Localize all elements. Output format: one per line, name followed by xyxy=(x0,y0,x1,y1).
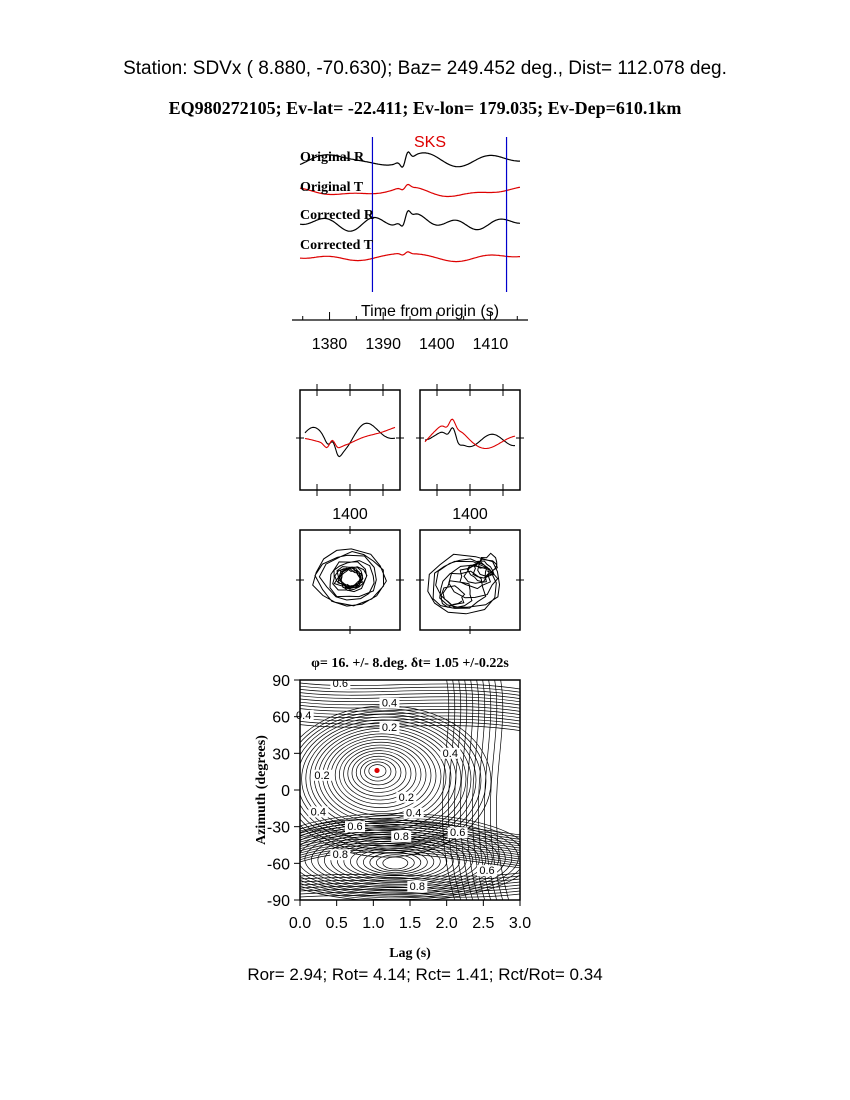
window-panel-ticks xyxy=(296,384,524,496)
particle-motion-traces xyxy=(313,549,500,614)
contour-line xyxy=(383,857,408,869)
series-label-original-r: Original R xyxy=(300,150,365,165)
contour-line xyxy=(300,702,520,708)
time-axis-tick-label: 1380 xyxy=(311,336,348,353)
lag-axis-tick-label: 0.5 xyxy=(325,915,348,932)
time-axis-label: Time from origin (s) xyxy=(360,303,500,320)
contour-label: 0.2 xyxy=(398,791,414,804)
azimuth-axis-label: Azimuth (degrees) xyxy=(254,735,269,845)
contour-label: 0.8 xyxy=(332,849,348,862)
window-panel-original-tick-label: 1400 xyxy=(332,506,368,523)
contour-line xyxy=(300,693,520,699)
window-waveform-traces xyxy=(305,419,515,456)
contour-line xyxy=(300,696,520,702)
window-waveform-panels xyxy=(296,384,524,523)
contour-line xyxy=(300,699,520,705)
contour-label: 0.4 xyxy=(381,697,398,710)
particle-motion-trace xyxy=(313,549,387,606)
contour-line xyxy=(370,852,421,872)
contour-label: 0.6 xyxy=(332,678,348,691)
contour-label: 0.6 xyxy=(347,821,363,834)
energy-ratio-line: Ror= 2.94; Rot= 4.14; Rct= 1.41; Rct/Rot= 0.34 xyxy=(247,965,603,984)
best-fit-point xyxy=(374,768,379,773)
contour-label: 0.6 xyxy=(479,865,495,878)
contour-label: 0.4 xyxy=(406,807,422,820)
azimuth-axis-tick-label: -60 xyxy=(266,856,290,874)
lag-axis-label: Lag (s) xyxy=(389,946,431,961)
azimuth-axis-tick-label: 60 xyxy=(272,709,290,727)
window-trace-radial xyxy=(425,428,515,447)
contour-title: φ= 16. +/- 8.deg. δt= 1.05 +/-0.22s xyxy=(311,656,509,671)
particle-motion-corrected-frame xyxy=(420,530,520,630)
contour-label: 0.6 xyxy=(450,827,466,840)
lag-axis-tick-label: 2.5 xyxy=(472,915,495,932)
contour-label: 0.4 xyxy=(296,709,312,722)
time-axis-tick-label: 1410 xyxy=(472,336,509,353)
lag-axis-tick-label: 2.0 xyxy=(435,915,458,932)
lag-axis-tick-label: 1.0 xyxy=(362,915,385,932)
azimuth-axis-tick-label: -30 xyxy=(266,819,290,837)
window-panel-original-frame xyxy=(300,390,400,490)
contour-label: 0.4 xyxy=(310,806,326,819)
contour-line xyxy=(300,689,520,695)
contour-label: 0.2 xyxy=(381,722,398,735)
contour-label: 0.8 xyxy=(409,881,425,893)
particle-motion-original-frame xyxy=(300,530,400,630)
window-panel-corrected-tick-label: 1400 xyxy=(452,506,488,523)
contour-label: 0.4 xyxy=(442,747,458,760)
series-label-original-t: Original T xyxy=(300,180,364,195)
series-label-corrected-t: Corrected T xyxy=(300,238,373,253)
particle-motion-trace xyxy=(428,553,500,614)
azimuth-axis-tick-label: -90 xyxy=(266,893,290,910)
waveform-trace xyxy=(300,252,520,262)
particle-motion-panels xyxy=(296,526,524,634)
lag-axis-tick-label: 0.0 xyxy=(288,915,312,932)
station-info-line: Station: SDVx ( 8.880, -70.630); Baz= 249.452 deg., Dist= 112.078 deg. xyxy=(123,58,727,79)
phase-label: SKS xyxy=(414,134,447,151)
window-trace-transverse xyxy=(305,427,395,447)
azimuth-axis-tick-label: 0 xyxy=(281,783,290,800)
contour-line xyxy=(314,728,451,826)
contour-line xyxy=(327,737,436,816)
contour-line xyxy=(348,751,411,797)
waveform-panel xyxy=(292,134,528,353)
azimuth-axis-tick-label: 90 xyxy=(272,673,290,690)
series-label-corrected-r: Corrected R xyxy=(300,208,374,223)
time-axis-tick-label: 1400 xyxy=(419,336,455,353)
time-axis-tick-label: 1390 xyxy=(365,336,401,353)
contour-label: 0.8 xyxy=(393,830,409,843)
window-trace-radial xyxy=(305,423,395,456)
azimuth-axis-tick-label: 30 xyxy=(272,746,290,764)
event-info-line: EQ980272105; Ev-lat= -22.411; Ev-lon= 179.035; Ev-Dep=610.1km xyxy=(168,98,682,118)
lag-axis-tick-label: 1.5 xyxy=(398,915,422,932)
lag-axis-tick-label: 3.0 xyxy=(508,915,532,932)
energy-contour-panel xyxy=(254,656,531,961)
contour-label: 0.2 xyxy=(314,769,330,782)
